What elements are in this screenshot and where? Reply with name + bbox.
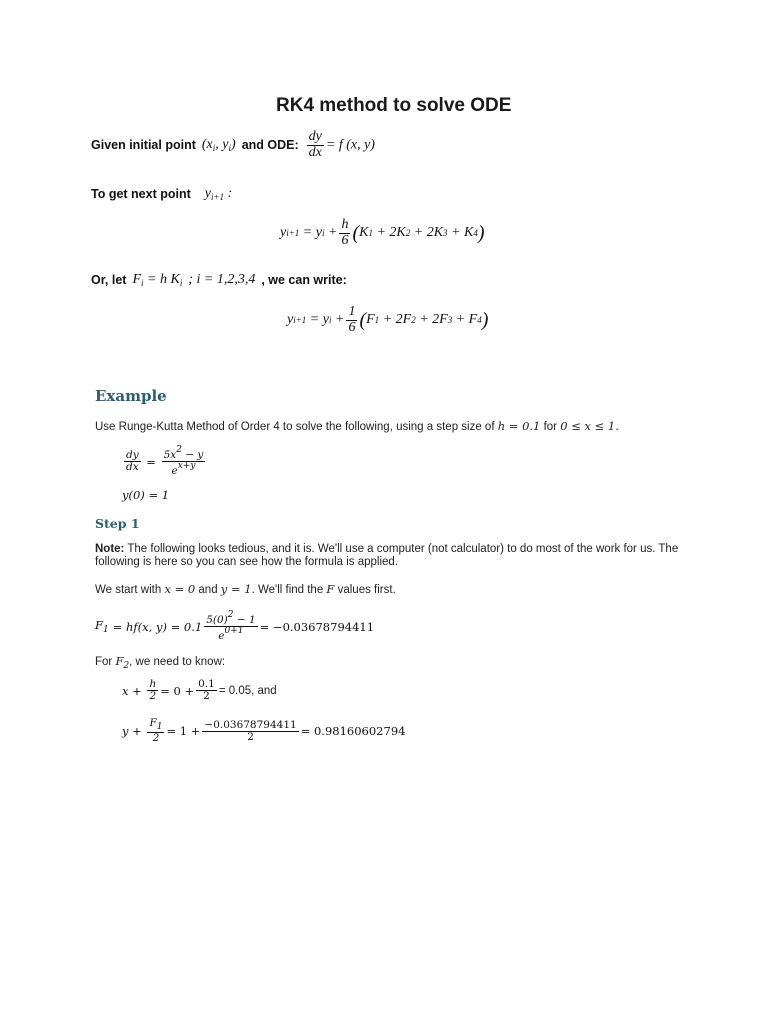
- start-y-expr: y = 1: [220, 582, 252, 596]
- note-line-2: following is here so you can see how the formula is applied.: [95, 556, 399, 568]
- ode-expr: $\frac{dy}{dx}$ = f (x, y): [308, 129, 375, 160]
- note-line-1: Note: The following looks tedious, and it is. We'll use a computer (not calculator) to do most of the work for us. The: [95, 543, 679, 555]
- or-let-label: Or, let: [91, 273, 127, 287]
- F1-result: = −0.03678794411: [259, 619, 375, 634]
- example-heading: Example: [95, 387, 167, 405]
- x-half-step-line: x + $\frac{h}{2}$ = 0 + $\frac{0.1}{2}$ = 0.05, and: [122, 678, 277, 703]
- start-x-expr: x = 0: [164, 582, 196, 596]
- note-paragraph: [95, 543, 678, 569]
- and-ode-label: and ODE:: [241, 138, 299, 153]
- we-can-write-label: , we can write:: [261, 273, 347, 287]
- given-line: [91, 130, 375, 160]
- example-intro: [95, 419, 619, 433]
- F-symbol: F: [326, 582, 335, 596]
- index-list: ; i = 1,2,3,4: [188, 272, 256, 287]
- intro-text-b: for: [543, 421, 558, 433]
- intro-text-a: Use Runge-Kutta Method of Order 4 to solve the following, using a step size of: [95, 421, 495, 433]
- or-let-line: [91, 272, 347, 288]
- page-title: RK4 method to solve ODE: [276, 95, 512, 116]
- next-point-line: [91, 186, 232, 202]
- step-size-expr: h = 0.1: [497, 419, 541, 433]
- rk4-k-formula: y i+1 = y i + $\frac{h}{6}$ ( K 1 + 2 K 2 + 2 K 3 + K 4 ): [280, 217, 485, 248]
- example-ode: $\frac{dy}{dx}$ = $\frac{5x^2 - y}{e^{x+y}}$: [126, 445, 204, 478]
- initial-condition: y(0) = 1: [122, 488, 170, 502]
- rk4-f-formula: y i+1 = y i + $\frac{1}{6}$ ( F 1 + 2 F 2 + 2 F 3 + F 4 ): [287, 304, 489, 335]
- next-point-label: To get next point: [91, 187, 191, 201]
- F1-computation: $F_1$ = hf(x, y) = 0.1 $\frac{5(0)^2 - 1}{e^{0+1}}$ = −0.03678794411: [95, 610, 375, 643]
- initial-point-expr: ($x_i$, $y_i$): [201, 137, 236, 154]
- start-line: We start with x = 0 and y = 1. We'll find the F values first.: [95, 582, 396, 596]
- y-half-result: = 0.98160602794: [300, 724, 406, 739]
- next-point-expr: $y_{i+1}$ :: [204, 186, 233, 202]
- y-numerator: −0.03678794411: [204, 718, 297, 731]
- given-label: Given initial point: [91, 138, 196, 153]
- range-expr: 0 ≤ x ≤ 1.: [560, 419, 619, 433]
- step1-heading: Step 1: [95, 516, 140, 531]
- F-definition: $F_i = h$ $K_i$: [132, 272, 183, 288]
- for-F2-line: For $F_2$, we need to know:: [95, 654, 226, 671]
- note-label: Note:: [95, 543, 125, 555]
- y-half-step-line: y + $\frac{F_1}{2}$ = 1 + $\frac{-0.03678794411}{2}$ = 0.98160602794: [122, 717, 406, 745]
- x-half-result: = 0.05, and: [218, 684, 277, 697]
